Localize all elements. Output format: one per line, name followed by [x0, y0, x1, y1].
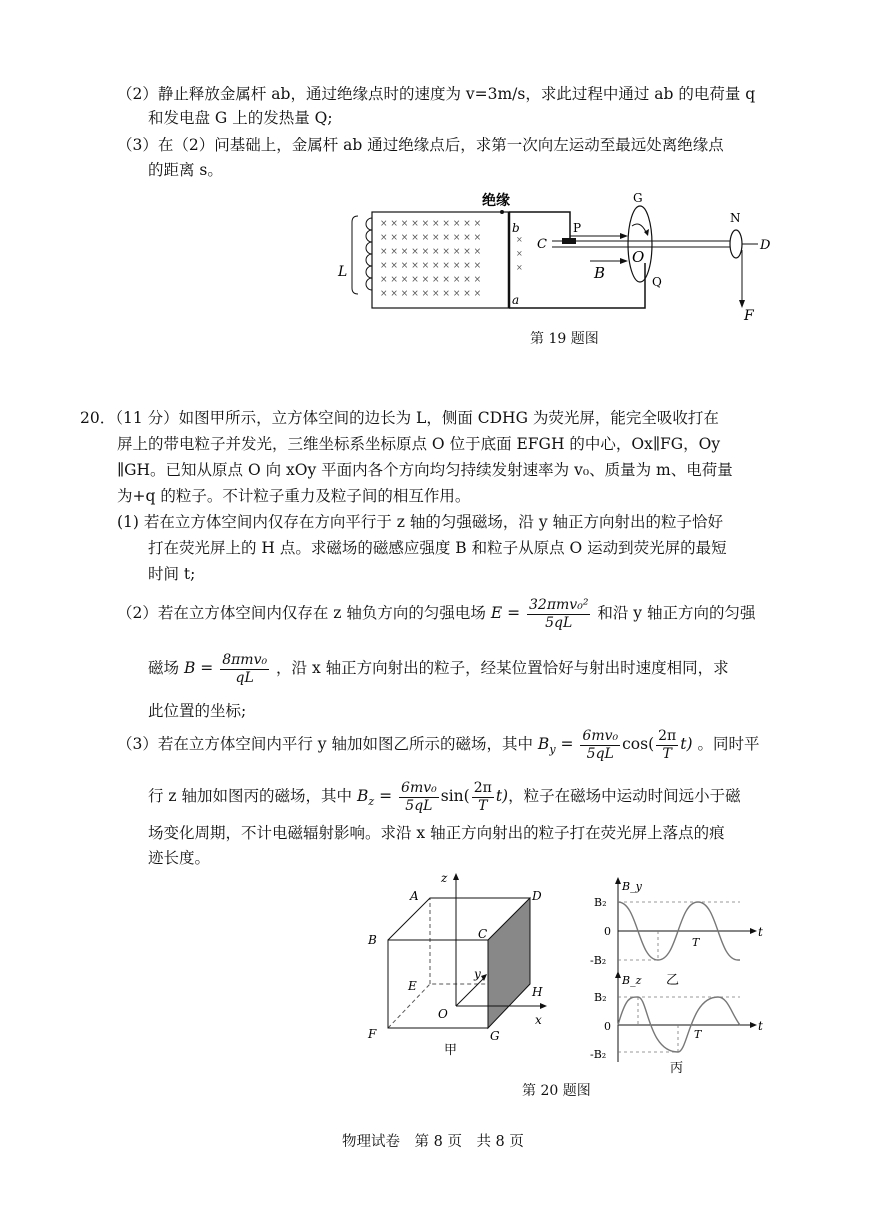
q19-label-G: G: [633, 191, 643, 205]
q19-label-insulate: 绝缘: [482, 193, 510, 209]
bing-B2: B₂: [594, 991, 607, 1004]
q20-caption: 第 20 题图: [522, 1083, 591, 1099]
bfield-fraction: $\frac{\text{8πmv₀}}{qL}$: [222, 651, 268, 686]
q20-part3-line1: （3）若在立方体空间内平行 y 轴加如图乙所示的磁场，其中 $B_y$ = $\frac{\text{6mv₀}}{5qL}$ cos( $\frac{2\pi}{T}$ t) 。同时平: [117, 727, 760, 762]
svg-text:×: ×: [516, 235, 523, 244]
bing-nB2: -B₂: [590, 1048, 607, 1061]
cube-label-D: D: [532, 889, 542, 903]
q19-label-a: a: [512, 293, 520, 307]
bing-ylabel: B_z: [622, 974, 642, 987]
q19-label-D: D: [760, 238, 771, 253]
q19-part3-line1: （3）在（2）问基础上，金属杆 ab 通过绝缘点后，求第一次向左运动至最远处离绝缘点: [117, 136, 724, 154]
q20-part1-line3: 时间 t;: [148, 565, 196, 583]
yi-name: 乙: [666, 973, 680, 986]
q20-part2-line2: 磁场 B = $\frac{\text{8πmv₀}}{qL}$ ，沿 x 轴正方向射出的粒子，经某位置恰好与射出时速度相同，求: [148, 651, 729, 686]
cube-label-y: y: [474, 967, 481, 981]
svg-text:× × × × × × × × × ×: × × × × × × × × × ×: [380, 219, 482, 229]
q20-line4: 为+q 的粒子。不计粒子重力及粒子间的相互作用。: [117, 487, 471, 505]
q19-figure: [330, 188, 790, 328]
q20-line3: ∥GH。已知从原点 O 向 xOy 平面内各个方向均匀持续发射速率为 v₀、质量为 m、电荷量: [117, 461, 733, 479]
q20-part3-line2: 行 z 轴加如图丙的磁场，其中 $B_z$ = $\frac{\text{6mv₀}}{5qL}$ sin( $\frac{2\pi}{T}$ t)，粒子在磁场中运动时间远小于磁: [148, 779, 741, 814]
bing-t: t: [758, 1019, 763, 1033]
cube-label-x: x: [535, 1013, 542, 1027]
cube-label-jia: 甲: [444, 1043, 458, 1058]
bing-name: 丙: [670, 1061, 684, 1075]
cube-label-z: z: [441, 871, 448, 885]
svg-text:× × × × × × × × × ×: × × × × × × × × × ×: [380, 289, 482, 299]
q19-label-B: B: [594, 264, 606, 282]
q19-label-O: O: [632, 248, 645, 266]
yi-ylabel: B_y: [622, 880, 642, 893]
cube-label-G: G: [490, 1029, 500, 1043]
cube-label-F: F: [368, 1027, 377, 1041]
yi-B2: B₂: [594, 896, 607, 909]
q19-label-Q: Q: [652, 275, 662, 289]
yi-zero: 0: [604, 925, 611, 938]
q19-label-L: L: [338, 264, 348, 280]
q20-line1: 20．（11 分）如图甲所示，立方体空间的边长为 L，侧面 CDHG 为荧光屏，能完全吸收打在: [80, 409, 719, 427]
yi-nB2: -B₂: [590, 954, 607, 967]
q19-label-P: P: [573, 221, 582, 235]
cube-label-E: E: [408, 979, 417, 993]
cube-label-H: H: [532, 985, 543, 999]
q20-part3-line4: 迹长度。: [148, 849, 211, 867]
efield-fraction: $\frac{\text{32πmv₀²}}{5qL}$: [529, 596, 589, 631]
svg-text:× × × × × × × × × ×: × × × × × × × × × ×: [380, 247, 482, 257]
q20-part1-line2: 打在荧光屏上的 H 点。求磁场的磁感应强度 B 和粒子从原点 O 运动到荧光屏的最短: [148, 539, 727, 557]
q20-cube-figure: [360, 870, 560, 1060]
q19-label-b: b: [512, 221, 520, 235]
svg-text:×: ×: [516, 263, 523, 272]
q20-part2-line1: （2）若在立方体空间内仅存在 z 轴负方向的匀强电场 E = $\frac{\text{32πmv₀²}}{5qL}$ 和沿 y 轴正方向的匀强: [117, 596, 756, 631]
svg-text:× × × × × × × × × ×: × × × × × × × × × ×: [380, 275, 482, 285]
page-footer: 物理试卷 第 8 页 共 8 页: [342, 1134, 524, 1150]
svg-text:×: ×: [516, 249, 523, 258]
cube-label-C: C: [478, 927, 488, 941]
q19-part2-line1: （2）静止释放金属杆 ab，通过绝缘点时的速度为 v=3m/s，求此过程中通过 ab 的电荷量 q: [117, 85, 756, 103]
svg-text:× × × × × × × × × ×: × × × × × × × × × ×: [380, 261, 482, 271]
q19-label-F: F: [744, 308, 754, 324]
yi-T: T: [692, 936, 700, 949]
cube-label-O: O: [438, 1007, 448, 1021]
graph-bing: [590, 970, 770, 1075]
cube-label-A: A: [410, 889, 419, 903]
q19-label-N: N: [730, 211, 741, 225]
bing-T: T: [694, 1028, 702, 1041]
svg-text:× × × × × × × × × ×: × × × × × × × × × ×: [380, 233, 482, 243]
q19-label-C: C: [537, 237, 547, 252]
cube-label-B: B: [368, 933, 377, 947]
q20-line2: 屏上的带电粒子并发光，三维坐标系坐标原点 O 位于底面 EFGH 的中心，Ox∥FG，Oy: [117, 435, 721, 453]
q19-part3-line2: 的距离 s。: [148, 161, 223, 179]
yi-t: t: [758, 925, 763, 939]
q20-part1-line1: (1) 若在立方体空间内仅存在方向平行于 z 轴的匀强磁场，沿 y 轴正方向射出的粒子恰好: [117, 513, 724, 531]
q19-part2-line2: 和发电盘 G 上的发热量 Q;: [148, 109, 333, 127]
q20-part2-line3: 此位置的坐标;: [148, 702, 247, 720]
q19-caption: 第 19 题图: [530, 331, 599, 347]
q20-part3-line3: 场变化周期，不计电磁辐射影响。求沿 x 轴正方向射出的粒子打在荧光屏上落点的痕: [148, 824, 725, 842]
bing-zero: 0: [604, 1020, 611, 1033]
